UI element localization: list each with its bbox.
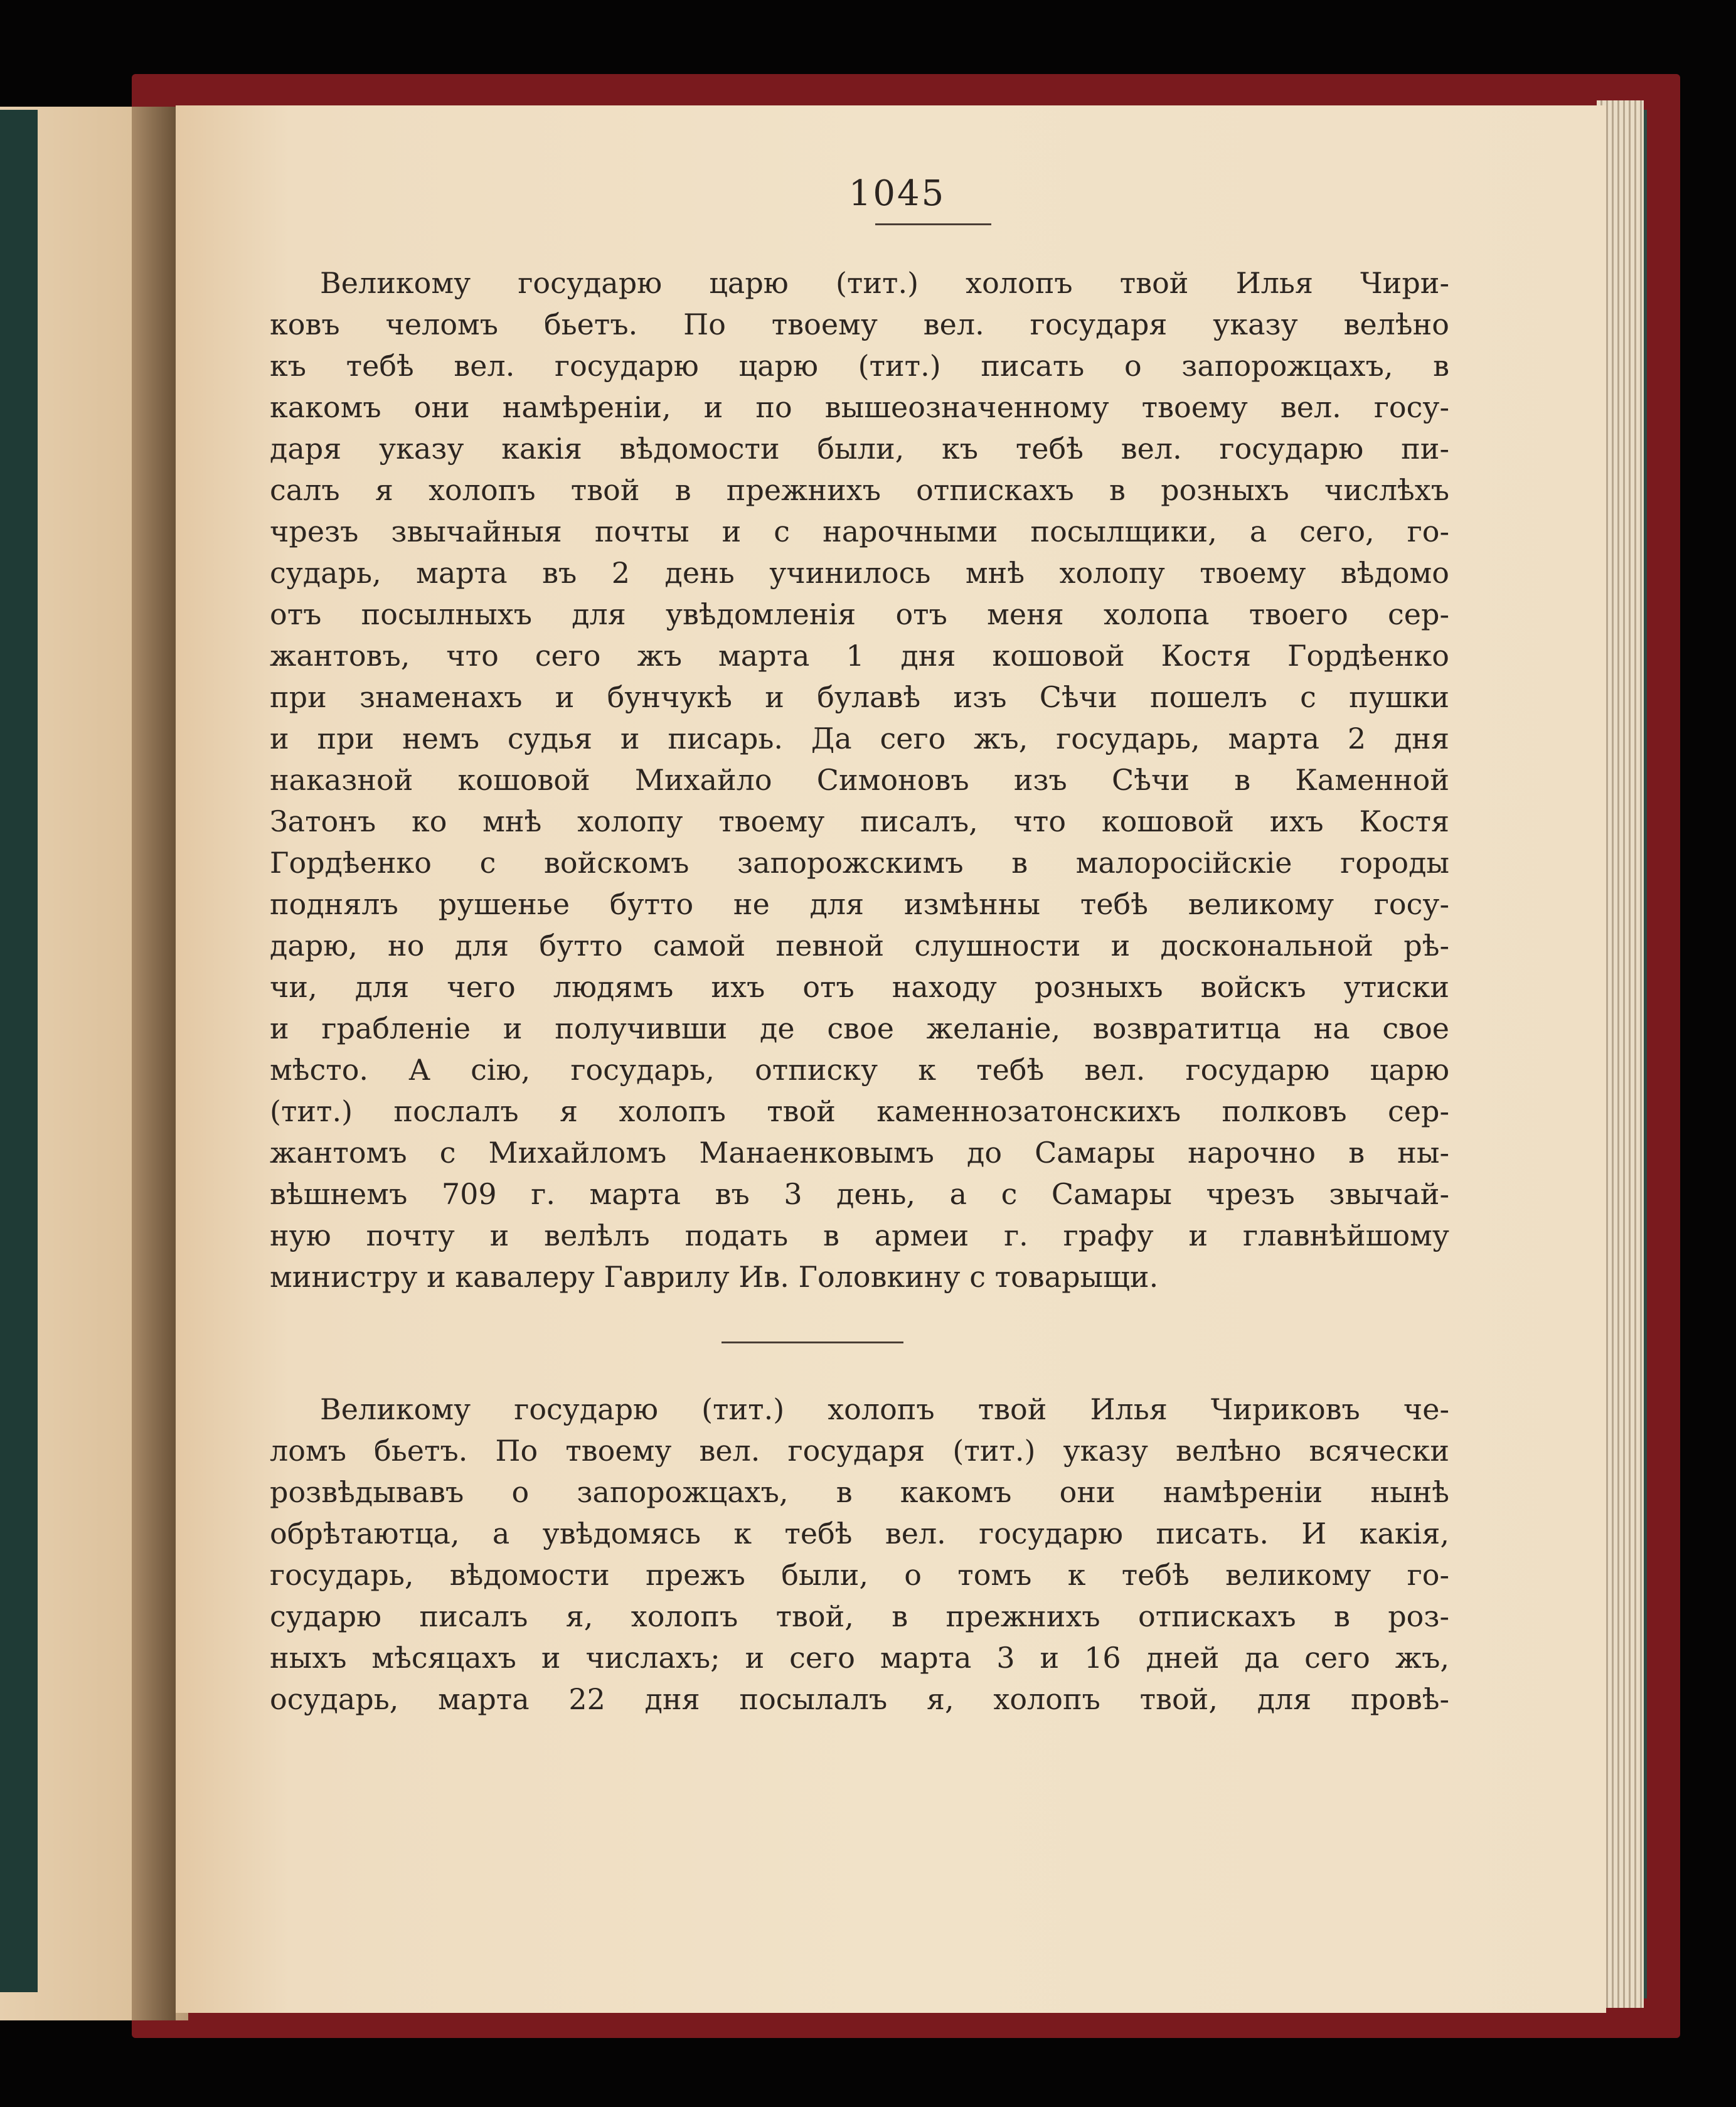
text-line: чрезъ звычайныя почты и с нарочными посылщики, а сего, го- [270,515,1449,548]
text-line: и при немъ судья и писарь. Да сего жъ, государь, марта 2 дня [270,722,1449,755]
text-line: вѣшнемъ 709 г. марта въ 3 день, а с Самары чрезъ звычай- [270,1177,1449,1211]
letter-2 [270,1389,1449,1720]
letter-1 [270,262,1449,1298]
text-line: къ тебѣ вел. государю царю (тит.) писать о запорожцахъ, в [270,349,1449,383]
text-line: при знаменахъ и бунчукѣ и булавѣ изъ Сѣчи пошелъ с пушки [270,680,1449,714]
text-line: осударь, марта 22 дня посылалъ я, холопъ твой, для провѣ- [270,1682,1449,1716]
text-line: какомъ они намѣреніи, и по вышеозначенному твоему вел. госу- [270,390,1449,424]
text-line: министру и кавалеру Гаврилу Ив. Головкину с товарыщи. [270,1260,1159,1294]
text-line: наказной кошовой Михайло Симоновъ изъ Сѣчи в Каменной [270,763,1449,797]
text-line: жантовъ, что сего жъ марта 1 дня кошовой Костя Гордѣенко [270,639,1449,673]
page-number: 1045 [848,173,946,214]
text-line: ную почту и велѣлъ подать в армеи г. графу и главнѣйшому [270,1219,1449,1252]
text-line: ломъ бьетъ. По твоему вел. государя (тит.) указу велѣно всячески [270,1434,1449,1468]
section-separator [722,1342,903,1343]
text-line: даря указу какія вѣдомости были, къ тебѣ вел. государю пи- [270,432,1449,466]
text-line: государь, вѣдомости прежъ были, о томъ к тебѣ великому го- [270,1558,1449,1592]
text-line: ковъ челомъ бьетъ. По твоему вел. государя указу велѣно [270,307,1449,341]
text-line: обрѣтаютца, а увѣдомясь к тебѣ вел. государю писать. И какія, [270,1517,1449,1550]
text-line: (тит.) послалъ я холопъ твой каменнозатонскихъ полковъ сер- [270,1094,1449,1128]
text-line: сударь, марта въ 2 день учинилось мнѣ холопу твоему вѣдомо [270,556,1449,590]
text-line: салъ я холопъ твой в прежнихъ отпискахъ в розныхъ числѣхъ [270,473,1449,507]
text-line: Затонъ ко мнѣ холопу твоему писалъ, что кошовой ихъ Костя [270,804,1449,838]
text-line: дарю, но для бутто самой певной слушности и доскональной рѣ- [270,929,1449,963]
text-line: Гордѣенко с войскомъ запорожскимъ в малоросійскіе городы [270,846,1449,880]
text-line: чи, для чего людямъ ихъ отъ находу розныхъ войскъ утиски [270,970,1449,1004]
text-line: ныхъ мѣсяцахъ и числахъ; и сего марта 3 и 16 дней да сего жъ, [270,1641,1449,1675]
left-cover-edge [0,110,38,1992]
text-line: сударю писалъ я, холопъ твой, в прежнихъ отпискахъ в роз- [270,1599,1449,1633]
page-number-rule [875,223,991,225]
text-line: Великому государю царю (тит.) холопъ твой Илья Чири- [320,266,1449,300]
text-line: жантомъ с Михайломъ Манаенковымъ до Самары нарочно в ны- [270,1136,1449,1170]
text-line: розвѣдывавъ о запорожцахъ, в какомъ они намѣреніи нынѣ [270,1475,1449,1509]
text-line: отъ посылныхъ для увѣдомленія отъ меня холопа твоего сер- [270,597,1449,631]
text-line: и грабленіе и получивши де свое желаніе, возвратитца на свое [270,1011,1449,1045]
text-line: Великому государю (тит.) холопъ твой Илья Чириковъ че- [320,1392,1449,1426]
right-page [176,105,1606,2013]
book-gutter [132,107,176,2020]
text-line: поднялъ рушенье бутто не для измѣнны тебѣ великому госу- [270,887,1449,921]
text-line: мѣсто. А сію, государь, отписку к тебѣ вел. государю царю [270,1053,1449,1087]
